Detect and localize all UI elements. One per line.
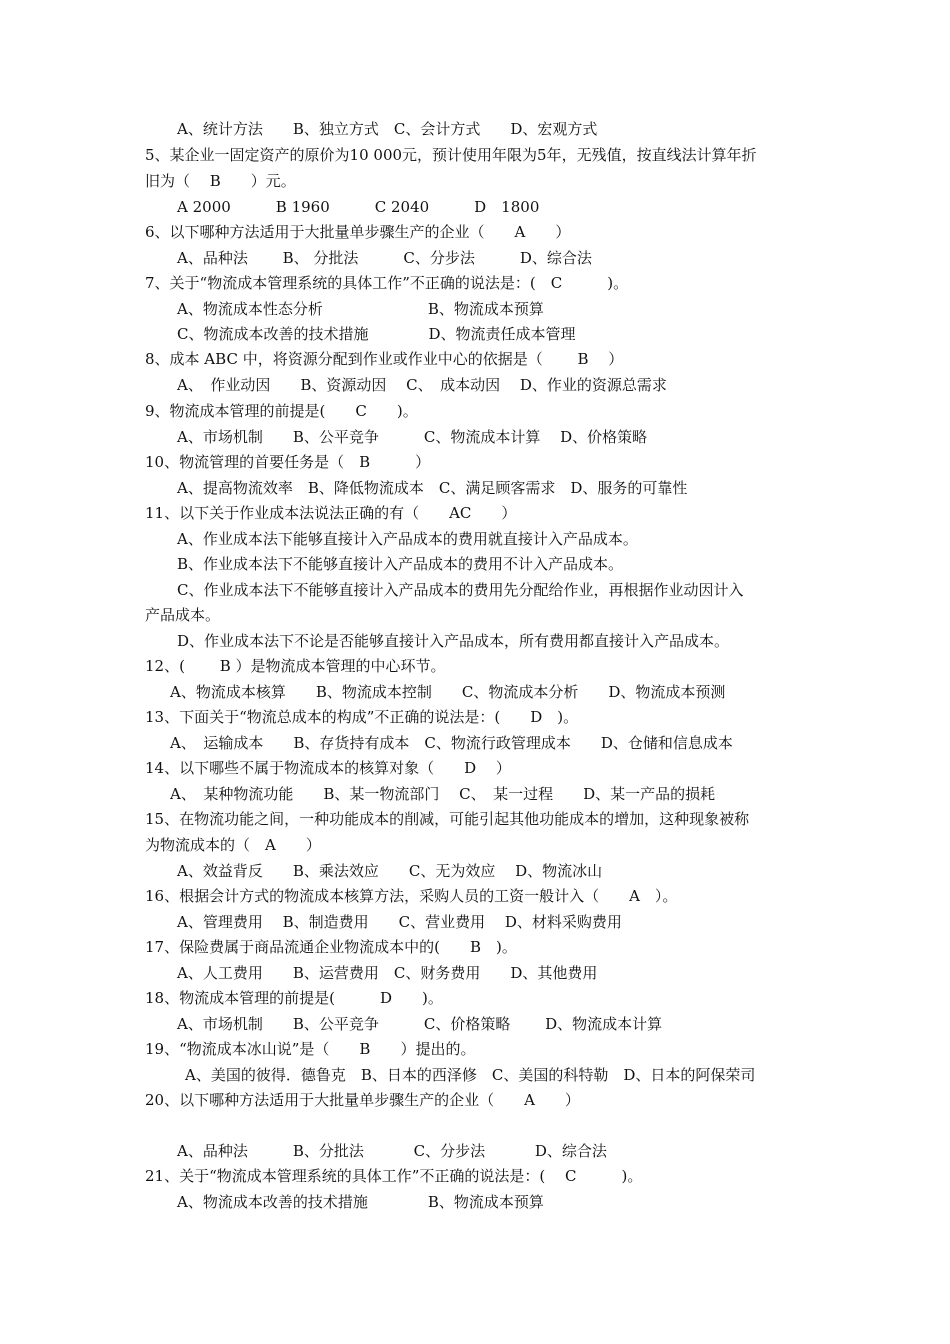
q10-question: 10、物流管理的首要任务是（ B ） xyxy=(145,453,431,471)
q4-options: A、统计方法 B、独立方式 C、会计方式 D、宏观方式 xyxy=(177,120,598,138)
q12-question: 12、( B ）是物流成本管理的中心环节。 xyxy=(145,657,446,675)
q15-question: 15、在物流功能之间，一种功能成本的削减，可能引起其他功能成本的增加，这种现象被称 xyxy=(145,810,750,828)
q5-options: A 2000 B 1960 C 2040 D 1800 xyxy=(177,198,540,216)
q17-question: 17、保险费属于商品流通企业物流成本中的( B )。 xyxy=(145,938,517,956)
q7-options-ab: A、物流成本性态分析 B、物流成本预算 xyxy=(177,300,544,318)
q6-question: 6、以下哪种方法适用于大批量单步骤生产的企业（ A ） xyxy=(145,223,571,241)
q9-question: 9、物流成本管理的前提是( C )。 xyxy=(145,402,418,420)
q5-question-cont: 旧为（ B ）元。 xyxy=(145,172,296,190)
q13-options: A、 运输成本 B、存货持有成本 C、物流行政管理成本 D、仓储和信息成本 xyxy=(170,734,733,752)
q11-question: 11、以下关于作业成本法说法正确的有（ AC ） xyxy=(145,504,517,522)
q14-question: 14、以下哪些不属于物流成本的核算对象（ D ） xyxy=(145,759,511,777)
q11-option-c: C、作业成本法下不能够直接计入产品成本的费用先分配给作业，再根据作业动因计入 xyxy=(177,581,744,599)
q18-question: 18、物流成本管理的前提是( D )。 xyxy=(145,989,443,1007)
q19-question: 19、“物流成本冰山说”是（ B ）提出的。 xyxy=(145,1040,476,1058)
q8-question: 8、成本 ABC 中，将资源分配到作业或作业中心的依据是（ B ） xyxy=(145,350,624,368)
q12-options: A、物流成本核算 B、物流成本控制 C、物流成本分析 D、物流成本预测 xyxy=(170,683,726,701)
q8-options: A、 作业动因 B、资源动因 C、 成本动因 D、作业的资源总需求 xyxy=(177,376,667,394)
q19-options: A、美国的彼得．德鲁克 B、日本的西泽修 C、美国的科特勒 D、日本的阿保荣司 xyxy=(185,1066,756,1084)
q18-options: A、市场机制 B、公平竞争 C、价格策略 D、物流成本计算 xyxy=(177,1015,663,1033)
q14-options: A、 某种物流功能 B、某一物流部门 C、 某一过程 D、某一产品的损耗 xyxy=(170,785,716,803)
q17-options: A、人工费用 B、运营费用 C、财务费用 D、其他费用 xyxy=(177,964,598,982)
q16-question: 16、根据会计方式的物流成本核算方法，采购人员的工资一般计入（ A ）。 xyxy=(145,887,678,905)
q11-option-d: D、作业成本法下不论是否能够直接计入产品成本，所有费用都直接计入产品成本。 xyxy=(177,632,730,650)
q16-options: A、管理费用 B、制造费用 C、营业费用 D、材料采购费用 xyxy=(177,913,622,931)
q13-question: 13、下面关于“物流总成本的构成”不正确的说法是：( D )。 xyxy=(145,708,579,726)
q11-option-c-cont: 产品成本。 xyxy=(145,606,221,624)
q20-question: 20、以下哪种方法适用于大批量单步骤生产的企业（ A ） xyxy=(145,1091,580,1109)
q7-options-cd: C、物流成本改善的技术措施 D、物流责任成本管理 xyxy=(177,325,576,343)
q21-question: 21、关于“物流成本管理系统的具体工作”不正确的说法是：( C )。 xyxy=(145,1167,643,1185)
q11-option-b: B、作业成本法下不能够直接计入产品成本的费用不计入产品成本。 xyxy=(177,555,624,573)
q7-question: 7、关于“物流成本管理系统的具体工作”不正确的说法是：( C )。 xyxy=(145,274,629,292)
q20-options: A、品种法 B、分批法 C、分步法 D、综合法 xyxy=(177,1142,607,1160)
q21-options: A、物流成本改善的技术措施 B、物流成本预算 xyxy=(177,1193,544,1211)
q15-question-cont: 为物流成本的（ A ） xyxy=(145,836,321,854)
q10-options: A、提高物流效率 B、降低物流成本 C、满足顾客需求 D、服务的可靠性 xyxy=(177,479,688,497)
q9-options: A、市场机制 B、公平竞争 C、物流成本计算 D、价格策略 xyxy=(177,428,648,446)
q15-options: A、效益背反 B、乘法效应 C、无为效应 D、物流冰山 xyxy=(177,862,603,880)
q6-options: A、品种法 B、 分批法 C、分步法 D、综合法 xyxy=(177,249,592,267)
q11-option-a: A、作业成本法下能够直接计入产品成本的费用就直接计入产品成本。 xyxy=(177,530,638,548)
q5-question: 5、某企业一固定资产的原价为10 000元，预计使用年限为5年，无残值，按直线法计算年折 xyxy=(145,146,757,164)
